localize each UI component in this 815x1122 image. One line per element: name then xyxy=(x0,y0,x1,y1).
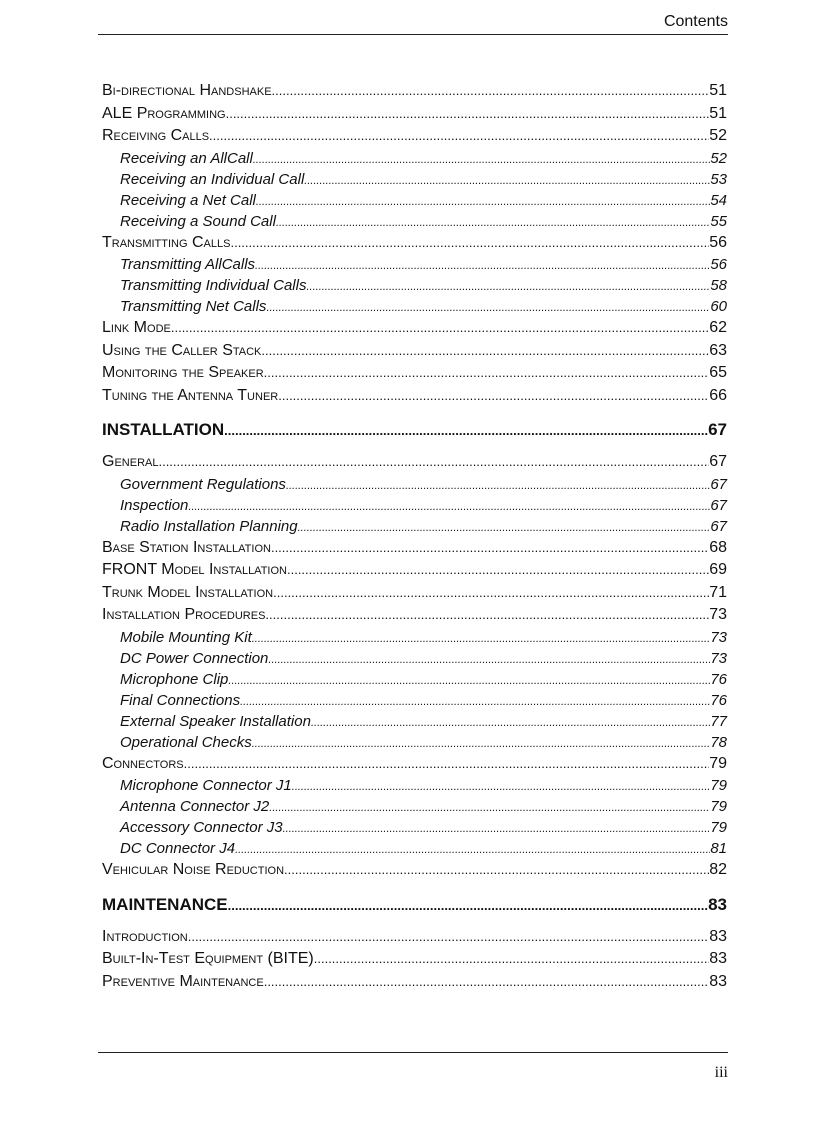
toc-entry-title: Inspection xyxy=(120,496,189,514)
dot-leader xyxy=(188,929,709,944)
footer-rule xyxy=(98,1052,728,1053)
toc-entry-title: Operational Checks xyxy=(120,733,252,751)
toc-entry-page: 58 xyxy=(710,277,727,294)
toc-entry-title: Using the Caller Stack xyxy=(102,341,262,359)
toc-subsection-entry[interactable] xyxy=(102,192,727,213)
toc-entry-page: 52 xyxy=(709,127,727,144)
toc-entry-page: 67 xyxy=(708,420,727,439)
dot-leader xyxy=(264,365,710,380)
toc-entry-page: 79 xyxy=(710,819,727,836)
toc-entry-page: 60 xyxy=(710,298,727,315)
toc-subsection-entry[interactable] xyxy=(102,671,727,692)
toc-entry-page: 73 xyxy=(710,649,727,667)
toc-entry-page: 76 xyxy=(710,691,727,709)
dot-leader xyxy=(287,562,709,577)
toc-entry-title: INSTALLATION xyxy=(102,420,225,439)
toc-subsection-entry[interactable] xyxy=(102,629,727,650)
toc-subsection-entry[interactable] xyxy=(102,777,727,798)
toc-subsection-entry[interactable] xyxy=(102,798,727,819)
toc-entry-title: Accessory Connector J3 xyxy=(120,819,283,836)
toc-subsection-entry[interactable] xyxy=(102,840,727,861)
dot-leader xyxy=(226,106,710,121)
dot-leader xyxy=(184,756,710,771)
dot-leader xyxy=(304,175,710,187)
toc-subsection-entry[interactable] xyxy=(102,150,727,171)
toc-entry-title: Microphone Clip xyxy=(120,670,229,688)
toc-entry-page: 68 xyxy=(709,538,727,556)
dot-leader xyxy=(252,738,711,750)
toc-entry-title: Receiving an AllCall xyxy=(120,149,253,167)
dot-leader xyxy=(209,128,709,143)
toc-entry-title: Trunk Model Installation xyxy=(102,583,274,601)
toc-entry-page: 63 xyxy=(709,341,727,359)
toc-entry-title: DC Connector J4 xyxy=(120,840,236,857)
toc-entry-page: 51 xyxy=(709,82,727,99)
toc-entry-page: 71 xyxy=(709,583,727,601)
dot-leader xyxy=(314,951,709,966)
dot-leader xyxy=(273,585,709,600)
dot-leader xyxy=(264,974,710,989)
toc-entry-title: Receiving an Individual Call xyxy=(120,170,305,188)
toc-section-entry[interactable] xyxy=(102,950,727,973)
toc-subsection-entry[interactable] xyxy=(102,171,727,192)
dot-leader xyxy=(228,675,710,687)
toc-entry-title: Receiving a Net Call xyxy=(120,191,256,209)
toc-subsection-entry[interactable] xyxy=(102,650,727,671)
toc-section-entry[interactable] xyxy=(102,584,727,607)
toc-entry-page: 79 xyxy=(710,798,727,815)
dot-leader xyxy=(306,281,710,293)
toc-entry-page: 83 xyxy=(709,927,727,945)
toc-subsection-entry[interactable] xyxy=(102,256,727,277)
toc-section-entry[interactable] xyxy=(102,755,727,778)
toc-entry-page: 77 xyxy=(710,712,727,730)
toc-section-entry[interactable] xyxy=(102,561,727,584)
toc-entry-title: Transmitting Individual Calls xyxy=(120,277,307,294)
toc-entry-page: 67 xyxy=(710,496,727,514)
toc-section-entry[interactable] xyxy=(102,82,727,105)
toc-entry-title: Built-In-Test Equipment (BITE) xyxy=(102,950,314,967)
dot-leader xyxy=(188,501,710,513)
toc-entry-page: 73 xyxy=(710,628,727,646)
toc-entry-title: Vehicular Noise Reduction xyxy=(102,861,285,878)
dot-leader xyxy=(266,302,710,314)
toc-entry-title: Transmitting Net Calls xyxy=(120,298,267,315)
toc-entry-title: MAINTENANCE xyxy=(102,894,228,914)
page-number: iii xyxy=(714,1064,728,1081)
toc-entry-title: Receiving Calls xyxy=(102,127,210,144)
dot-leader xyxy=(298,522,711,534)
dot-leader xyxy=(255,260,710,272)
toc-section-entry[interactable] xyxy=(102,861,727,884)
toc-entry-page: 54 xyxy=(710,191,727,209)
toc-entry-title: DC Power Connection xyxy=(120,649,269,667)
toc-entry-title: Mobile Mounting Kit xyxy=(120,628,252,646)
toc-entry-page: 67 xyxy=(710,517,727,535)
toc-section-entry[interactable] xyxy=(102,973,727,996)
toc-entry-page: 76 xyxy=(710,670,727,688)
toc-entry-title: Connectors xyxy=(102,754,184,772)
toc-subsection-entry[interactable] xyxy=(102,298,727,319)
dot-leader xyxy=(276,217,710,229)
dot-leader xyxy=(224,423,708,438)
toc-entry-page: 51 xyxy=(709,104,727,122)
toc-entry-page: 83 xyxy=(708,894,727,914)
dot-leader xyxy=(283,823,711,835)
toc-entry-title: Link Mode xyxy=(102,319,171,336)
dot-leader xyxy=(268,654,710,666)
toc-entry-page: 78 xyxy=(710,733,727,751)
toc-entry-page: 56 xyxy=(709,233,727,251)
toc-section-entry[interactable] xyxy=(102,453,727,476)
toc-entry-page: 83 xyxy=(709,950,727,967)
dot-leader xyxy=(272,83,710,98)
toc-entry-title: Final Connections xyxy=(120,691,241,709)
toc-entry-page: 73 xyxy=(709,606,727,623)
toc-section-entry[interactable] xyxy=(102,105,727,128)
dot-leader xyxy=(269,802,710,814)
dot-leader xyxy=(261,343,709,358)
dot-leader xyxy=(252,633,711,645)
toc-entry-title: General xyxy=(102,453,159,470)
dot-leader xyxy=(292,781,711,793)
dot-leader xyxy=(158,454,709,469)
toc-section-entry[interactable] xyxy=(102,319,727,342)
toc-entry-page: 67 xyxy=(710,475,727,493)
toc-entry-title: Antenna Connector J2 xyxy=(120,798,270,815)
toc-entry-title: Tuning the Antenna Tuner xyxy=(102,386,279,404)
dot-leader xyxy=(256,196,710,208)
dot-leader xyxy=(235,844,710,856)
dot-leader xyxy=(253,154,710,166)
toc-subsection-entry[interactable] xyxy=(102,213,727,234)
toc-entry-title: Monitoring the Speaker xyxy=(102,364,264,381)
dot-leader xyxy=(171,320,709,335)
toc-section-entry[interactable] xyxy=(102,127,727,150)
toc-entry-title: Microphone Connector J1 xyxy=(120,777,292,794)
toc-entry-page: 82 xyxy=(709,861,727,878)
toc-entry-title: Bi-directional Handshake xyxy=(102,82,272,99)
toc-entry-title: Radio Installation Planning xyxy=(120,517,298,535)
toc-entry-page: 67 xyxy=(709,453,727,470)
toc-section-entry[interactable] xyxy=(102,234,727,257)
dot-leader xyxy=(286,480,710,492)
toc-subsection-entry[interactable] xyxy=(102,476,727,497)
dot-leader xyxy=(311,717,710,729)
dot-leader xyxy=(265,607,709,622)
toc-chapter-entry[interactable] xyxy=(102,895,727,919)
toc-subsection-entry[interactable] xyxy=(102,692,727,713)
table-of-contents xyxy=(102,82,727,995)
toc-entry-title: Preventive Maintenance xyxy=(102,972,264,990)
dot-leader xyxy=(284,862,709,877)
toc-entry-page: 53 xyxy=(710,170,727,188)
toc-subsection-entry[interactable] xyxy=(102,713,727,734)
toc-entry-page: 66 xyxy=(709,386,727,404)
toc-section-entry[interactable] xyxy=(102,606,727,629)
toc-entry-title: Introduction xyxy=(102,927,188,945)
toc-entry-title: Government Regulations xyxy=(120,475,286,493)
toc-section-entry[interactable] xyxy=(102,928,727,951)
toc-entry-title: Transmitting AllCalls xyxy=(120,256,256,273)
toc-section-entry[interactable] xyxy=(102,387,727,410)
toc-entry-page: 81 xyxy=(710,840,727,857)
toc-entry-page: 83 xyxy=(709,972,727,990)
toc-subsection-entry[interactable] xyxy=(102,277,727,298)
toc-entry-page: 62 xyxy=(709,319,727,336)
toc-subsection-entry[interactable] xyxy=(102,497,727,518)
toc-section-entry[interactable] xyxy=(102,539,727,562)
toc-entry-page: 55 xyxy=(710,212,727,230)
dot-leader xyxy=(271,540,709,555)
toc-subsection-entry[interactable] xyxy=(102,518,727,539)
toc-section-entry[interactable] xyxy=(102,364,727,387)
dot-leader xyxy=(230,235,709,250)
running-header: Contents xyxy=(663,13,728,30)
toc-entry-page: 79 xyxy=(709,754,727,772)
toc-entry-title: Installation Procedures xyxy=(102,606,266,623)
toc-section-entry[interactable] xyxy=(102,342,727,365)
toc-entry-page: 65 xyxy=(709,364,727,381)
toc-entry-title: ALE Programming xyxy=(102,104,226,122)
toc-subsection-entry[interactable] xyxy=(102,819,727,840)
toc-entry-page: 56 xyxy=(710,256,727,273)
toc-entry-page: 69 xyxy=(709,561,727,578)
toc-entry-title: Receiving a Sound Call xyxy=(120,212,276,230)
toc-chapter-entry[interactable] xyxy=(102,420,727,444)
header-rule xyxy=(98,34,728,35)
toc-entry-page: 52 xyxy=(710,149,727,167)
toc-subsection-entry[interactable] xyxy=(102,734,727,755)
toc-entry-page: 79 xyxy=(710,777,727,794)
dot-leader xyxy=(228,898,708,913)
toc-entry-title: FRONT Model Installation xyxy=(102,561,287,578)
toc-entry-title: Base Station Installation xyxy=(102,538,271,556)
toc-entry-title: Transmitting Calls xyxy=(102,233,231,251)
toc-entry-title: External Speaker Installation xyxy=(120,712,311,730)
dot-leader xyxy=(278,388,709,403)
dot-leader xyxy=(240,696,710,708)
